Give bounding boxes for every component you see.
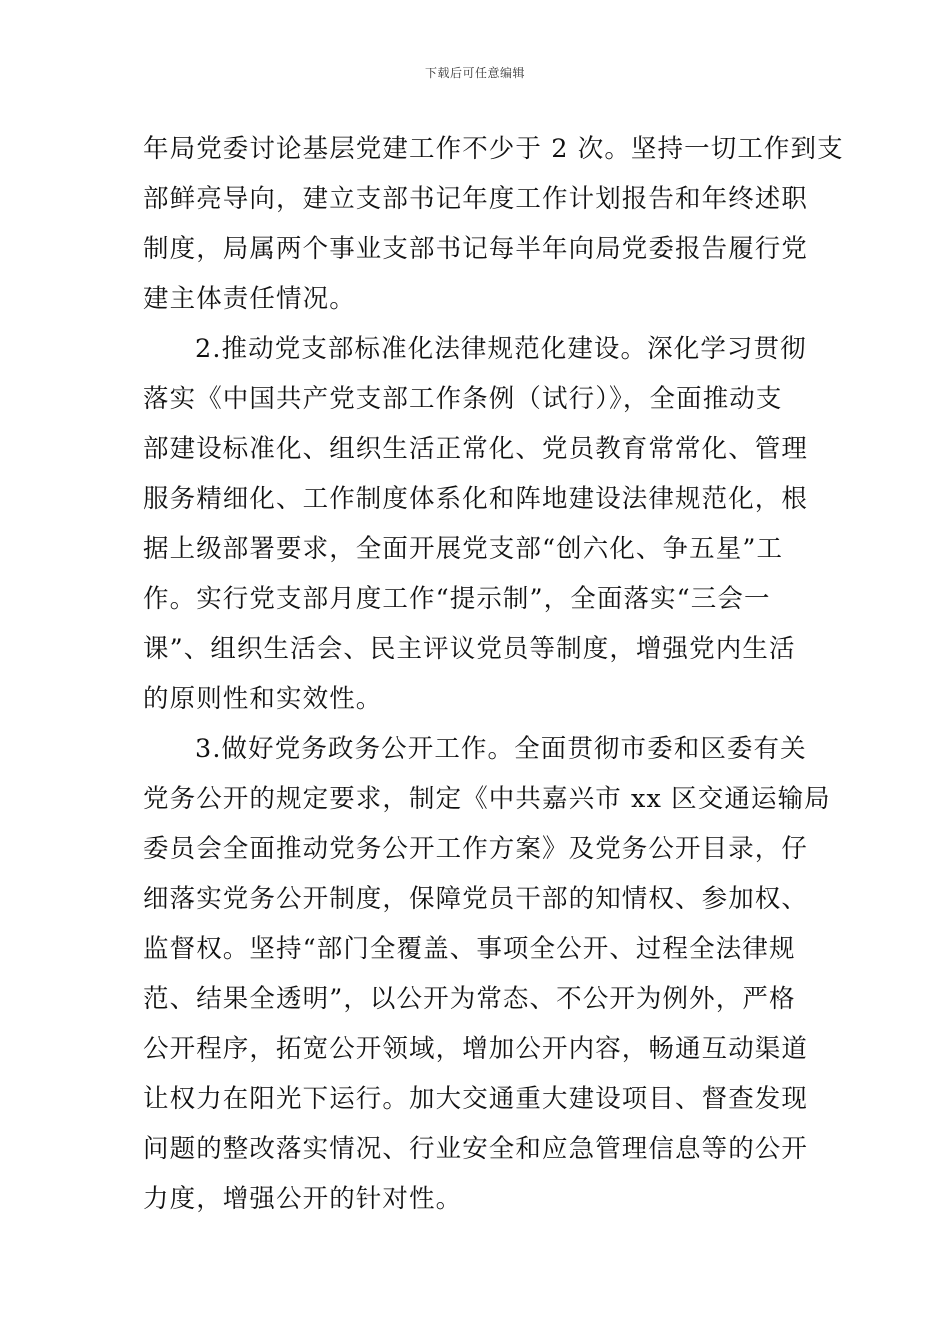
- text-line: 作。实行党支部月度工作“提示制”，全面落实“三会一: [143, 584, 771, 614]
- text-line: 课”、组织生活会、民主评议党员等制度，增强党内生活: [143, 634, 796, 664]
- text-line: 细落实党务公开制度，保障党员干部的知情权、参加权、: [143, 884, 809, 914]
- text-line: 落实《中国共产党支部工作条例（试行）》，全面推动支: [143, 384, 783, 414]
- document-body: [143, 124, 844, 1224]
- text-line: 部建设标准化、组织生活正常化、党员教育常常化、管理: [143, 434, 809, 464]
- text-line: 党务公开的规定要求，制定《中共嘉兴市 xx 区交通运输局: [143, 784, 831, 814]
- text-line: 让权力在阳光下运行。加大交通重大建设项目、督查发现: [143, 1084, 809, 1114]
- text-line: 3.做好党务政务公开工作。全面贯彻市委和区委有关: [195, 734, 807, 764]
- text-line: 2.推动党支部标准化法律规范化建设。深化学习贯彻: [195, 334, 807, 364]
- text-line: 建主体责任情况。: [143, 284, 356, 314]
- text-line: 服务精细化、工作制度体系化和阵地建设法律规范化，根: [143, 484, 809, 514]
- paragraph: [143, 724, 831, 1224]
- text-line: 范、结果全透明”，以公开为常态、不公开为例外，严格: [143, 984, 796, 1014]
- text-line: 据上级部署要求，全面开展党支部“创六化、争五星”工: [143, 534, 784, 564]
- text-line: 委员会全面推动党务公开工作方案》及党务公开目录，仔: [143, 834, 809, 864]
- text-line: 部鲜亮导向，建立支部书记年度工作计划报告和年终述职: [143, 184, 809, 214]
- paragraph: [143, 124, 844, 324]
- text-line: 监督权。坚持“部门全覆盖、事项全公开、过程全法律规: [143, 934, 796, 964]
- text-line: 问题的整改落实情况、行业安全和应急管理信息等的公开: [143, 1134, 809, 1164]
- header-note: 下载后可任意编辑: [424, 66, 525, 80]
- paragraph: [143, 324, 807, 724]
- text-line: 制度，局属两个事业支部书记每半年向局党委报告履行党: [143, 234, 809, 264]
- text-line: 力度，增强公开的针对性。: [143, 1184, 463, 1214]
- text-line: 年局党委讨论基层党建工作不少于 2 次。坚持一切工作到支: [143, 134, 844, 164]
- text-line: 的原则性和实效性。: [143, 684, 383, 714]
- text-line: 公开程序，拓宽公开领域，增加公开内容，畅通互动渠道: [143, 1034, 809, 1064]
